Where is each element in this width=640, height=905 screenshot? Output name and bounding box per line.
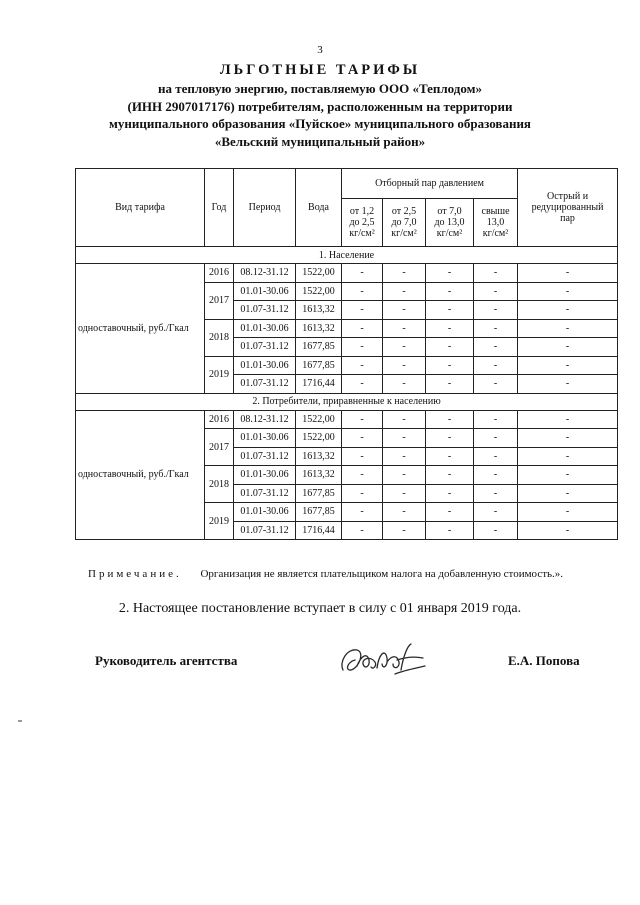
p3-cell: -: [426, 484, 474, 503]
water-cell: 1716,44: [296, 375, 342, 394]
header-pressure-3: [426, 199, 474, 247]
section-header-row: [76, 247, 618, 264]
hot-cell: -: [518, 338, 618, 357]
p3-cell: -: [426, 319, 474, 338]
pressure-line: кг/см²: [391, 228, 417, 239]
p3-cell: -: [426, 447, 474, 466]
p1-cell: -: [342, 338, 383, 357]
pressure-line: от 2,5: [391, 206, 417, 217]
water-cell: 1522,00: [296, 282, 342, 301]
year-cell: 2017: [205, 429, 234, 466]
p4-cell: -: [474, 466, 518, 485]
period-cell: 01.01-30.06: [234, 319, 296, 338]
hot-cell: -: [518, 484, 618, 503]
tariffs-table: [75, 168, 618, 540]
pressure-line: до 7,0: [391, 217, 417, 228]
header-hot-steam-line: пар: [560, 213, 575, 224]
header-hot-steam-line: редуцированный: [531, 202, 604, 213]
hot-cell: -: [518, 447, 618, 466]
hot-cell: -: [518, 282, 618, 301]
p2-cell: -: [383, 264, 426, 283]
p1-cell: -: [342, 503, 383, 522]
p2-cell: -: [383, 466, 426, 485]
period-cell: 01.07-31.12: [234, 375, 296, 394]
p1-cell: -: [342, 521, 383, 540]
p1-cell: -: [342, 410, 383, 429]
p1-cell: -: [342, 301, 383, 320]
pressure-line: кг/см²: [482, 228, 509, 239]
section-header-row: [76, 393, 618, 410]
page-number: 3: [317, 44, 323, 56]
year-cell: 2019: [205, 356, 234, 393]
header-water: Вода: [296, 169, 342, 247]
header-hot-steam: [518, 169, 618, 247]
p4-cell: -: [474, 447, 518, 466]
hot-cell: -: [518, 319, 618, 338]
p4-cell: -: [474, 429, 518, 448]
hot-cell: -: [518, 410, 618, 429]
hot-cell: -: [518, 264, 618, 283]
margin-mark: [18, 720, 22, 722]
year-cell: 2016: [205, 410, 234, 429]
year-cell: 2018: [205, 319, 234, 356]
period-cell: 01.01-30.06: [234, 429, 296, 448]
p3-cell: -: [426, 301, 474, 320]
p4-cell: -: [474, 264, 518, 283]
document-subtitle: [60, 80, 580, 150]
p2-cell: -: [383, 338, 426, 357]
year-cell: 2016: [205, 264, 234, 283]
p2-cell: -: [383, 410, 426, 429]
p1-cell: -: [342, 466, 383, 485]
header-pressure-4: [474, 199, 518, 247]
p4-cell: -: [474, 375, 518, 394]
p4-cell: -: [474, 301, 518, 320]
pressure-line: до 13,0: [434, 217, 465, 228]
water-cell: 1613,32: [296, 319, 342, 338]
period-cell: 01.01-30.06: [234, 503, 296, 522]
signatory-name: Е.А. Попова: [508, 653, 580, 668]
subtitle-line: на тепловую энергию, поставляемую ООО «Теплодом»: [158, 81, 482, 96]
header-tariff-type: Вид тарифа: [76, 169, 205, 247]
p1-cell: -: [342, 429, 383, 448]
p4-cell: -: [474, 338, 518, 357]
p1-cell: -: [342, 319, 383, 338]
water-cell: 1613,32: [296, 447, 342, 466]
p3-cell: -: [426, 429, 474, 448]
hot-cell: -: [518, 375, 618, 394]
hot-cell: -: [518, 521, 618, 540]
p3-cell: -: [426, 521, 474, 540]
period-cell: 01.01-30.06: [234, 466, 296, 485]
water-cell: 1613,32: [296, 301, 342, 320]
p2-cell: -: [383, 429, 426, 448]
year-cell: 2019: [205, 503, 234, 540]
p2-cell: -: [383, 521, 426, 540]
period-cell: 08.12-31.12: [234, 264, 296, 283]
period-cell: 01.01-30.06: [234, 356, 296, 375]
water-cell: 1677,85: [296, 484, 342, 503]
p3-cell: -: [426, 410, 474, 429]
pressure-line: кг/см²: [436, 228, 463, 239]
p3-cell: -: [426, 503, 474, 522]
water-cell: 1522,00: [296, 410, 342, 429]
p2-cell: -: [383, 375, 426, 394]
p1-cell: -: [342, 375, 383, 394]
p2-cell: -: [383, 356, 426, 375]
p4-cell: -: [474, 356, 518, 375]
period-cell: 01.07-31.12: [234, 447, 296, 466]
year-cell: 2017: [205, 282, 234, 319]
p3-cell: -: [426, 264, 474, 283]
period-cell: 01.01-30.06: [234, 282, 296, 301]
hot-cell: -: [518, 466, 618, 485]
note: [88, 568, 563, 580]
hot-cell: -: [518, 301, 618, 320]
year-cell: 2018: [205, 466, 234, 503]
header-year: Год: [205, 169, 234, 247]
p4-cell: -: [474, 484, 518, 503]
p3-cell: -: [426, 356, 474, 375]
hot-cell: -: [518, 503, 618, 522]
period-cell: 01.07-31.12: [234, 521, 296, 540]
period-cell: 01.07-31.12: [234, 484, 296, 503]
header-pressure-1: [342, 199, 383, 247]
p3-cell: -: [426, 375, 474, 394]
period-cell: 01.07-31.12: [234, 338, 296, 357]
p3-cell: -: [426, 466, 474, 485]
p2-cell: -: [383, 503, 426, 522]
water-cell: 1677,85: [296, 356, 342, 375]
section-title: 2. Потребители, приравненные к населению: [76, 393, 618, 410]
p1-cell: -: [342, 264, 383, 283]
p3-cell: -: [426, 338, 474, 357]
p2-cell: -: [383, 301, 426, 320]
table-row: [76, 264, 618, 283]
signatory-title: Руководитель агентства: [95, 653, 238, 668]
hot-cell: -: [518, 429, 618, 448]
p4-cell: -: [474, 521, 518, 540]
pressure-line: от 1,2: [349, 206, 375, 217]
p4-cell: -: [474, 282, 518, 301]
hot-cell: -: [518, 356, 618, 375]
p2-cell: -: [383, 484, 426, 503]
p1-cell: -: [342, 282, 383, 301]
pressure-line: до 2,5: [349, 217, 375, 228]
subtitle-line: муниципального образования «Пуйское» муниципального образования: [109, 116, 531, 131]
water-cell: 1677,85: [296, 338, 342, 357]
pressure-line: 13,0: [486, 217, 505, 228]
header-steam-group: Отборный пар давлением: [342, 169, 518, 199]
pressure-line: от 7,0: [437, 206, 462, 217]
p2-cell: -: [383, 282, 426, 301]
section-title: 1. Население: [76, 247, 618, 264]
header-pressure-2: [383, 199, 426, 247]
pressure-line: свыше: [481, 206, 510, 217]
p1-cell: -: [342, 484, 383, 503]
p3-cell: -: [426, 282, 474, 301]
tariff-type-cell: одноставочный, руб./Гкал: [76, 264, 205, 394]
subtitle-line: «Вельский муниципальный район»: [214, 133, 426, 149]
effective-date-clause: 2. Настоящее постановление вступает в силу с 01 января 2019 года.: [118, 601, 522, 616]
p1-cell: -: [342, 356, 383, 375]
p2-cell: -: [383, 319, 426, 338]
pressure-line: кг/см²: [349, 228, 375, 239]
p4-cell: -: [474, 410, 518, 429]
period-cell: 08.12-31.12: [234, 410, 296, 429]
signature-icon: [337, 640, 427, 686]
water-cell: 1716,44: [296, 521, 342, 540]
p1-cell: -: [342, 447, 383, 466]
water-cell: 1613,32: [296, 466, 342, 485]
subtitle-line: (ИНН 2907017176) потребителям, расположенным на территории: [127, 98, 513, 114]
table-row: [76, 410, 618, 429]
header-period: Период: [234, 169, 296, 247]
water-cell: 1522,00: [296, 264, 342, 283]
p2-cell: -: [383, 447, 426, 466]
note-text: Организация не является плательщиком налога на добавленную стоимость.».: [200, 568, 564, 580]
period-cell: 01.07-31.12: [234, 301, 296, 320]
water-cell: 1677,85: [296, 503, 342, 522]
note-label: Примечание.: [88, 568, 182, 580]
tariff-type-cell: одноставочный, руб./Гкал: [76, 410, 205, 540]
water-cell: 1522,00: [296, 429, 342, 448]
p4-cell: -: [474, 503, 518, 522]
document-title: ЛЬГОТНЫЕ ТАРИФЫ: [219, 62, 421, 78]
header-hot-steam-line: Острый и: [546, 191, 589, 202]
p4-cell: -: [474, 319, 518, 338]
